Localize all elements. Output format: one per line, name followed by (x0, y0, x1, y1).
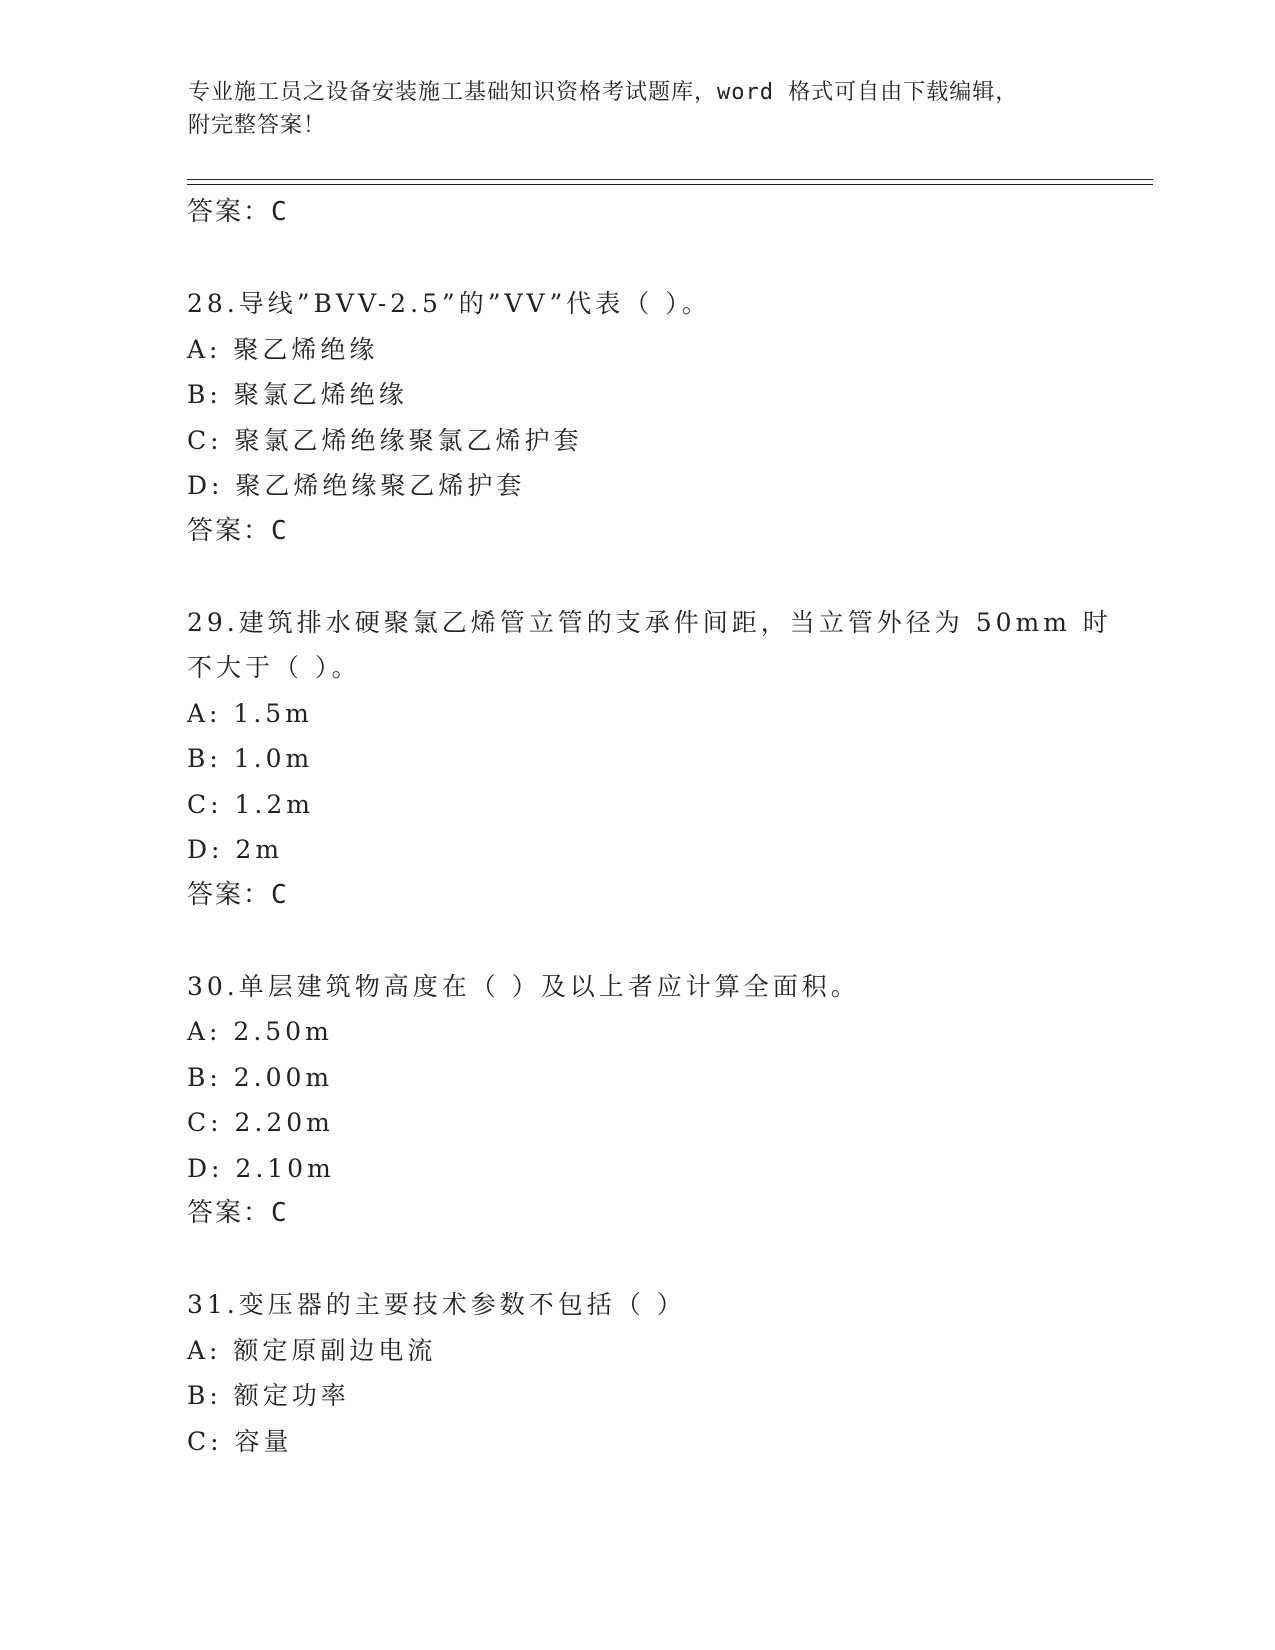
answer-label: 答案： (187, 879, 272, 910)
answer-value: C (271, 515, 289, 546)
option-d: D: 2m (187, 835, 284, 864)
option-b: B: 聚氯乙烯绝缘 (187, 380, 408, 409)
question-list (187, 190, 1147, 1464)
answer-line (187, 1191, 1147, 1237)
question-29 (187, 600, 1147, 919)
option-b: B: 2.00m (187, 1062, 334, 1092)
question-31 (187, 1282, 1147, 1464)
answer-value: C (271, 197, 289, 227)
spacer (187, 1237, 1147, 1283)
question-stem: 30.单层建筑物高度在（ ）及以上者应计算全面积。 (187, 971, 860, 1001)
spacer (187, 918, 1147, 964)
option-a: A: 额定原副边电流 (187, 1335, 437, 1365)
header-line-2: 附完整答案！ (188, 113, 327, 138)
spacer (187, 236, 1147, 282)
option-d: D: 聚乙烯绝缘聚乙烯护套 (187, 471, 526, 500)
answer-label: 答案： (187, 515, 272, 546)
option-c: C: 1.2m (187, 789, 314, 819)
answer-label: 答案： (187, 1198, 272, 1228)
question-stem-line-2: 不大于（ ）。 (187, 653, 361, 682)
answer-line (187, 509, 1147, 555)
answer-value: C (271, 1198, 289, 1228)
question-stem-line-1: 29.建筑排水硬聚氯乙烯管立管的支承件间距，当立管外径为 50mm 时 (187, 607, 1112, 637)
option-c: C: 聚氯乙烯绝缘聚氯乙烯护套 (187, 425, 583, 455)
question-30 (187, 964, 1147, 1237)
answer-line (187, 190, 1147, 236)
option-b: B: 额定功率 (187, 1381, 350, 1410)
header-divider-bottom (187, 184, 1153, 185)
option-b: B: 1.0m (187, 744, 314, 773)
option-a: A: 聚乙烯绝缘 (187, 334, 379, 364)
document-header (188, 76, 1088, 142)
answer-line (187, 873, 1147, 919)
answer-value: C (271, 879, 289, 910)
option-a: A: 2.50m (187, 1017, 333, 1046)
question-stem: 31.变压器的主要技术参数不包括（ ） (187, 1290, 686, 1319)
question-28 (187, 281, 1147, 554)
header-line-1: 专业施工员之设备安装施工基础知识资格考试题库，word 格式可自由下载编辑， (188, 80, 1019, 105)
question-stem: 28.导线”BVV-2.5”的”VV”代表（ ）。 (187, 289, 711, 318)
answer-label: 答案： (187, 197, 272, 227)
option-c: C: 2.20m (187, 1108, 334, 1137)
header-divider-top (187, 179, 1153, 180)
option-d: D: 2.10m (187, 1153, 335, 1183)
option-c: C: 容量 (187, 1426, 293, 1456)
option-a: A: 1.5m (187, 698, 313, 728)
spacer (187, 554, 1147, 600)
